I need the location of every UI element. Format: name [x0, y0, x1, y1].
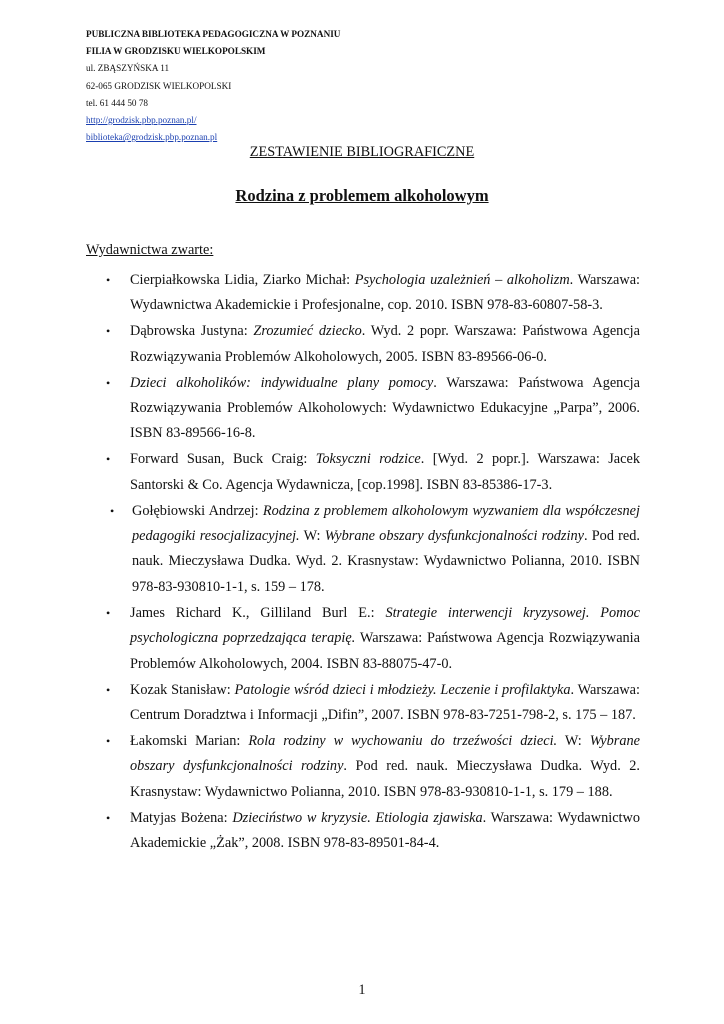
entry-author: Gołębiowski Andrzej:: [132, 502, 263, 519]
bullet-icon: •: [106, 605, 111, 620]
bullet-icon: •: [106, 375, 111, 390]
entry-details: Warszawa: Państwowa Agencja Rozwiązywania Problemów Alkoholowych, 2004. ISBN 83-88075-47-0.: [130, 630, 640, 672]
bullet-icon: •: [106, 682, 111, 697]
phone-number: tel. 61 444 50 78: [86, 97, 149, 108]
list-item: [88, 371, 640, 447]
list-item: [88, 729, 640, 805]
entry-title: Patologie wśród dzieci i młodzieży. Leczenie i profilaktyka: [234, 681, 571, 698]
entry-title: Psychologia uzależnień – alkoholizm: [354, 272, 570, 288]
email-link[interactable]: biblioteka@grodzisk.pbp.poznan.pl: [86, 132, 218, 143]
bullet-icon: •: [106, 452, 111, 467]
entry-title: Dzieci alkoholików: indywidualne plany pomocy: [130, 374, 434, 391]
entry-details: . Warszawa: Wydawnictwo Akademickie „Żak”, 2008. ISBN 978-83-89501-84-4.: [130, 809, 640, 851]
bullet-icon: •: [106, 733, 111, 748]
list-item: [88, 601, 640, 677]
branch-name: FILIA W GRODZISKU WIELKOPOLSKIM: [86, 46, 266, 57]
entry-details: . Pod red. nauk. Mieczysława Dudka. Wyd. 2. Krasnystaw: Wydawnictwo Polianna, 2010. ISBN 978-83-930810-1-1, s. 179 – 188.: [130, 758, 640, 800]
entry-title: Rodzina z problemem alkoholowym wyzwaniem dla współczesnej pedagogiki resocjalizacyjnej.: [132, 502, 640, 545]
entry-title: Dzieciństwo w kryzysie. Etiologia zjawiska: [232, 809, 483, 826]
bullet-icon: •: [110, 503, 115, 518]
entry-details: . Wyd. 2 popr. Warszawa: Państwowa Agencja Rozwiązywania Problemów Alkoholowych, 2005. ISBN 83-89566-06-0.: [130, 323, 640, 365]
entry-author: Dąbrowska Justyna:: [130, 323, 254, 340]
library-header: [86, 26, 340, 146]
entry-title: Rola rodziny w wychowaniu do trzeźwości dzieci.: [248, 732, 558, 749]
list-item: [88, 806, 640, 857]
website-link[interactable]: http://grodzisk.pbp.poznan.pl/: [86, 115, 197, 126]
list-item: [88, 268, 640, 319]
institution-name: PUBLICZNA BIBLIOTEKA PEDAGOGICZNA W POZNANIU: [86, 29, 341, 39]
bullet-icon: •: [106, 273, 111, 287]
entry-details: . Warszawa: Wydawnictwa Akademickie i Profesjonalne, cop. 2010. ISBN 978-83-60807-58-3.: [130, 272, 641, 314]
entry-author: Kozak Stanisław:: [130, 681, 235, 698]
entry-title: Strategie interwencji kryzysowej. Pomoc psychologiczna poprzedzająca terapię.: [130, 604, 640, 647]
bullet-icon: •: [106, 324, 111, 339]
entry-author: Matyjas Bożena:: [130, 809, 233, 826]
entry-details: . [Wyd. 2 popr.]. Warszawa: Jacek Santorski & Co. Agencja Wydawnicza, [cop.1998]. ISBN 83-85386-17-3.: [130, 451, 640, 493]
entry-author: James Richard K., Gilliland Burl E.:: [130, 604, 386, 621]
list-item: [88, 499, 640, 601]
list-item: [88, 447, 640, 498]
city-address: 62-065 GRODZISK WIELKOPOLSKI: [86, 80, 232, 91]
entry-in: W:: [557, 732, 590, 749]
document-type: ZESTAWIENIE BIBLIOGRAFICZNE: [249, 144, 475, 160]
entry-title: Zrozumieć dziecko: [253, 323, 362, 340]
entry-author: Forward Susan, Buck Craig:: [130, 451, 316, 468]
entry-details: . Pod red. nauk. Mieczysława Dudka. Wyd. 2. Krasnystaw: Wydawnictwo Polianna, 2010. ISBN 978-83-930810-1-1, s. 159 – 178.: [132, 528, 640, 595]
entry-title: Toksyczni rodzice: [315, 451, 421, 468]
entry-source-title: Wybrane obszary dysfunkcjonalności rodziny: [324, 528, 584, 545]
entry-details: . Warszawa: Państwowa Agencja Rozwiązywania Problemów Alkoholowych: Wydawnictwo Edukacyjne „Parpa”, 2006. ISBN 83-89566-16-8.: [130, 374, 640, 442]
entry-source-title: Wybrane obszary dysfunkcjonalności rodziny: [130, 732, 641, 775]
street-address: ul. ZBĄSZYŃSKA 11: [86, 63, 170, 74]
entry-author: Cierpiałkowska Lidia, Ziarko Michał:: [130, 272, 355, 288]
bullet-icon: •: [106, 810, 111, 825]
entry-in: W:: [299, 528, 325, 545]
document-title: Rodzina z problemem alkoholowym: [235, 186, 489, 205]
bibliography-list: [88, 268, 640, 857]
section-heading: Wydawnictwa zwarte:: [86, 242, 214, 258]
list-item: [88, 678, 640, 729]
entry-author: Łakomski Marian:: [130, 732, 249, 749]
list-item: [88, 319, 640, 370]
page-number: 1: [358, 982, 366, 998]
entry-details: . Warszawa: Centrum Doradztwa i Informacji „Difin”, 2007. ISBN 978-83-7251-798-2, s. 175 – 187.: [130, 681, 640, 723]
